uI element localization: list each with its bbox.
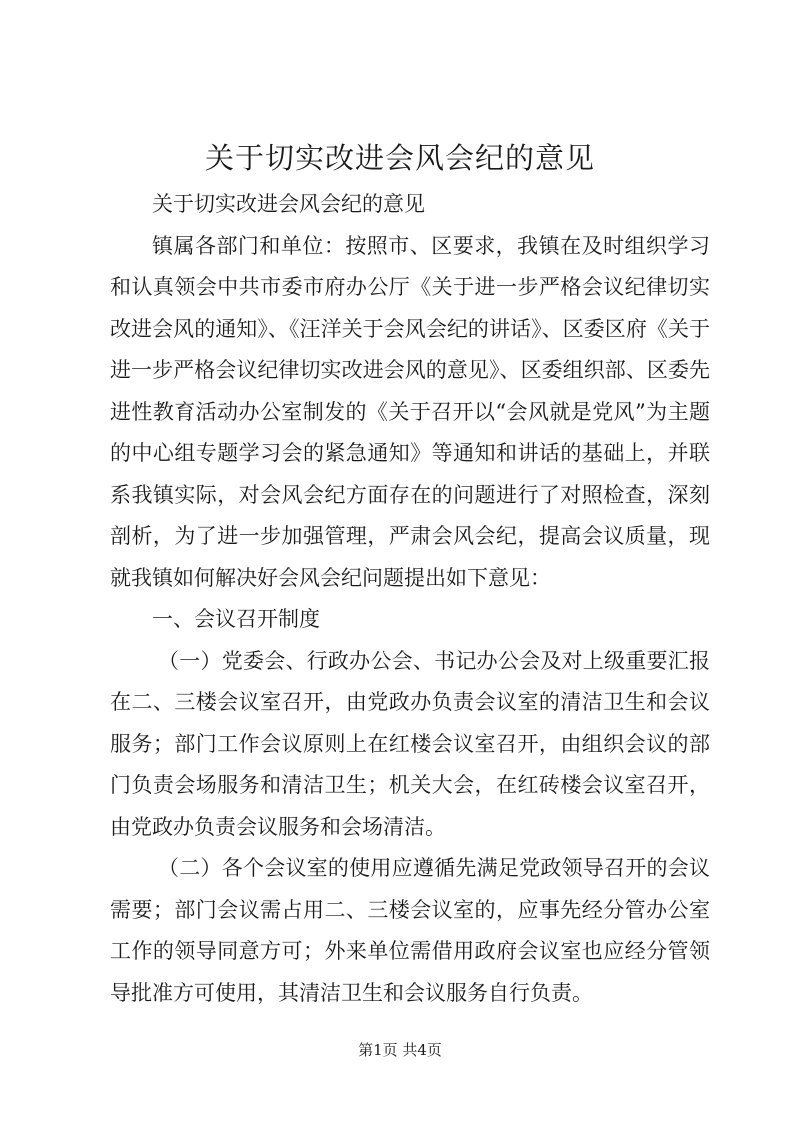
subtitle-paragraph: 关于切实改进会风会纪的意见: [152, 192, 425, 216]
section-heading: 一、会议召开制度: [152, 607, 320, 631]
clause-2-paragraph: （二）各个会议室的使用应遵循先满足党政领导召开的会议需要；部门会议需占用二、三楼会议室的，应事先经分管办公室工作的领导同意方可；外来单位需借用政府会议室也应经分管领导批准方可使用，其清洁卫生和会议服务自行负责。: [110, 856, 710, 1005]
intro-paragraph: 镇属各部门和单位：按照市、区要求，我镇在及时组织学习和认真领会中共市委市府办公厅《关于进一步严格会议纪律切实改进会风的通知》、《汪洋关于会风会纪的讲话》、区委区府《关于进一步严格会议纪律切实改进会风的意见》、区委组织部、区委先进性教育活动办公室制发的《关于召开以“会风就是党风”为主题的中心组专题学习会的紧急通知》等通知和讲话的基础上，并联系我镇实际，对会风会纪方面存在的问题进行了对照检查，深刻剖析，为了进一步加强管理，严肃会风会纪，提高会议质量，现就我镇如何解决好会风会纪问题提出如下意见：: [110, 233, 710, 590]
document-body: [110, 184, 710, 1014]
document-title: 关于切实改进会风会纪的意见: [204, 141, 595, 175]
clause-1-paragraph: （一）党委会、行政办公会、书记办公会及对上级重要汇报在二、三楼会议室召开，由党政办负责会议室的清洁卫生和会议服务；部门工作会议原则上在红楼会议室召开，由组织会议的部门负责会场服务和清洁卫生；机关大会，在红砖楼会议室召开，由党政办负责会议服务和会场清洁。: [110, 648, 710, 839]
page-number-footer: 第1页 共4页: [358, 1041, 442, 1059]
